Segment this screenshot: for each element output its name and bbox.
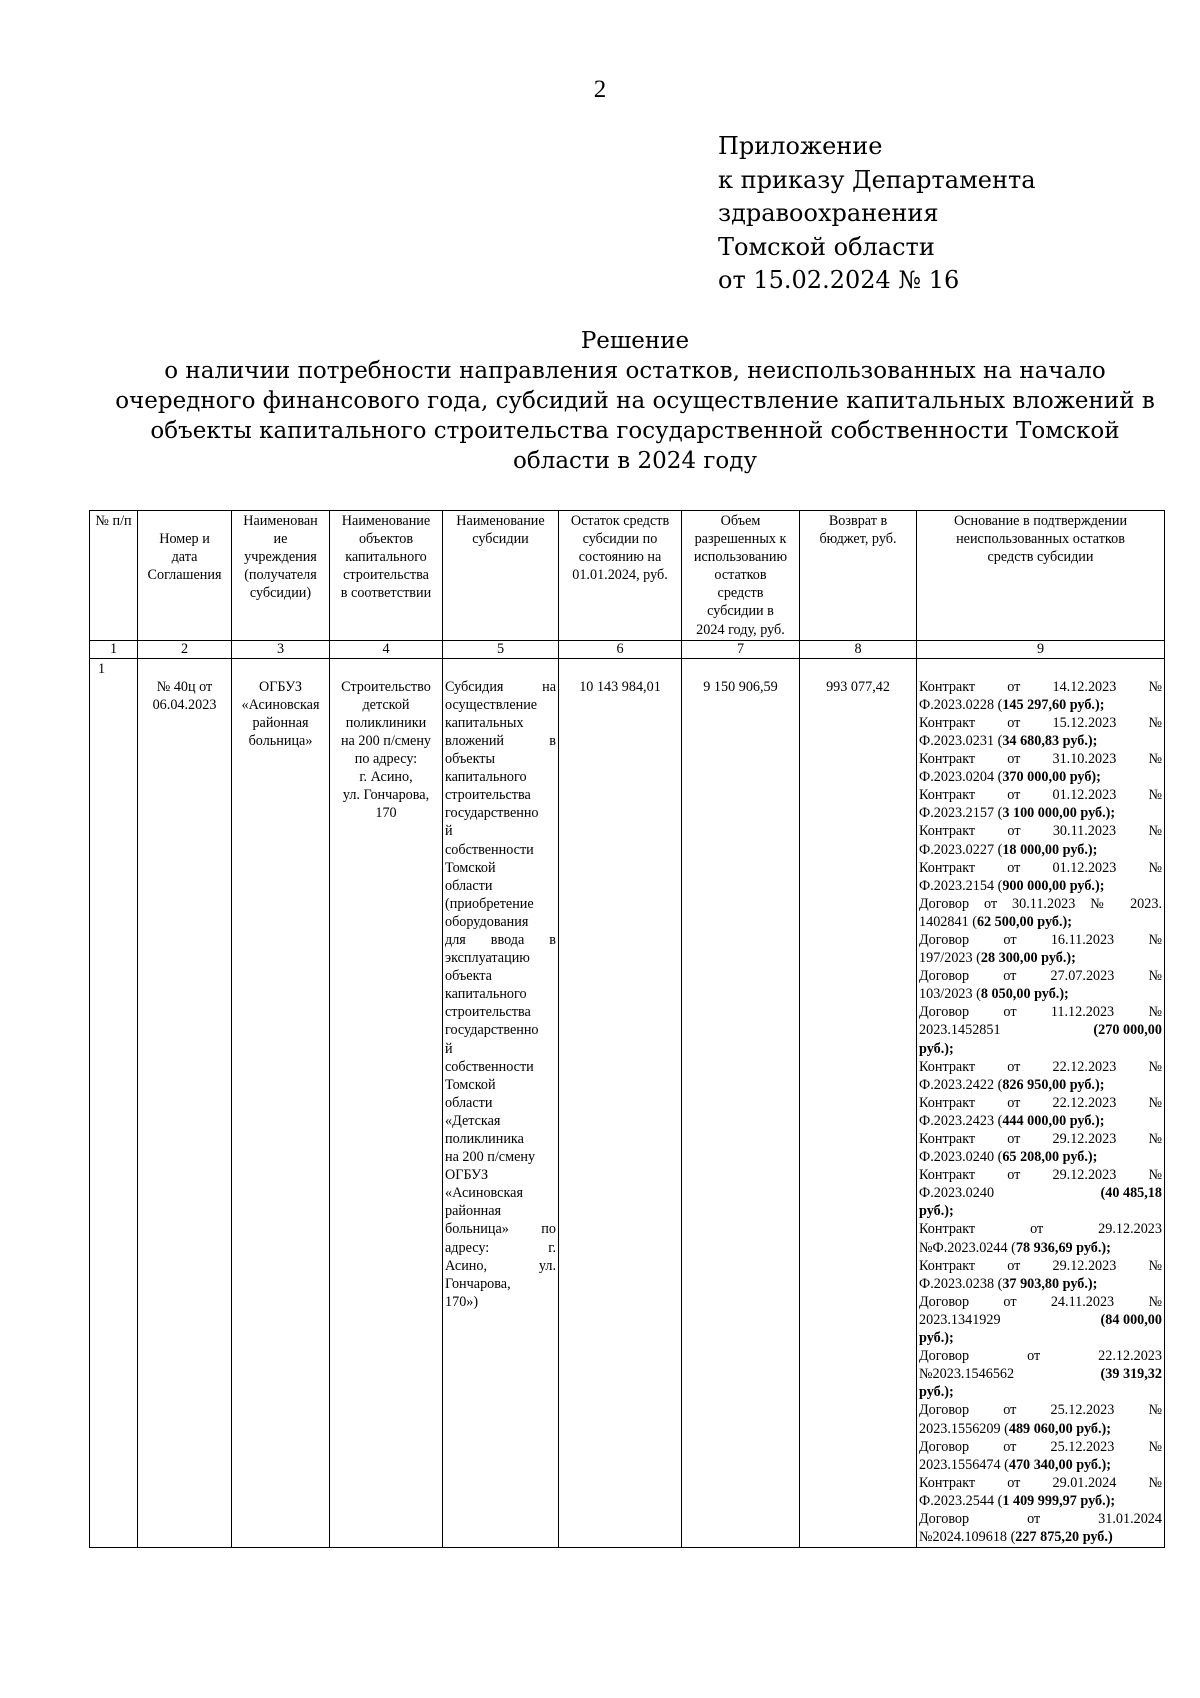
- basis-line: Контракт от 29.01.2024 №: [919, 1474, 1162, 1491]
- basis-line: [919, 1021, 1162, 1039]
- basis-ref: Ф.2023.0204 (: [919, 769, 1003, 786]
- subsidy-line: капитальных: [445, 714, 524, 731]
- basis-ref: 197/2023 (: [919, 950, 981, 967]
- header-cell-allowed: [682, 511, 800, 641]
- basis-line: Договор от 31.01.2024: [919, 1510, 1162, 1527]
- heading-line: очередного финансового года, субсидий на осуществление капитальных вложений в: [115, 388, 1155, 414]
- basis-amount: 8 050,00 руб.);: [980, 986, 1069, 1003]
- subsidy-line: Томской: [445, 1076, 496, 1093]
- basis-amount-tail: руб.);: [919, 1040, 954, 1057]
- cell-institution: [232, 658, 330, 1548]
- basis-line: [919, 1420, 1162, 1438]
- subsidy-line: собственности: [445, 841, 534, 858]
- basis-line: [919, 1112, 1162, 1130]
- institution-line: районная: [252, 714, 309, 731]
- basis-line: [919, 768, 1162, 786]
- subsidy-line: эксплуатацию: [445, 950, 530, 967]
- subsidy-line: вложений в: [445, 732, 556, 749]
- header-line: субсидии): [249, 585, 312, 602]
- basis-line: Договор от 24.11.2023 №: [919, 1293, 1162, 1310]
- cell-returned: [800, 658, 917, 1548]
- basis-line: Договор от 27.07.2023 №: [919, 968, 1162, 985]
- header-cell-institution: [232, 511, 330, 641]
- heading-line: о наличии потребности направления остатков, неиспользованных на начало: [164, 358, 1106, 384]
- subsidy-line: поликлиника: [445, 1131, 524, 1147]
- basis-ref: Ф.2023.2423 (: [919, 1112, 1003, 1129]
- basis-ref: №2024.109618 (: [919, 1529, 1016, 1546]
- header-line: неиспользованных остатков: [956, 531, 1125, 548]
- basis-line: [919, 913, 1162, 931]
- basis-line: Контракт от 22.12.2023 №: [919, 1094, 1162, 1111]
- object-line: 170: [375, 805, 397, 822]
- row-number: 1: [98, 660, 106, 677]
- column-number: 1: [90, 640, 138, 658]
- header-line: Номер и: [159, 531, 210, 547]
- institution-line: больница»: [248, 732, 313, 749]
- basis-ref: 2023.1452851: [919, 1022, 1001, 1039]
- basis-line: Контракт от 30.11.2023 №: [919, 823, 1162, 840]
- basis-line: [919, 1184, 1162, 1202]
- header-line: субсидии по: [582, 531, 658, 548]
- basis-line: [919, 841, 1162, 859]
- object-line: г. Асино,: [359, 769, 413, 786]
- basis-line: [919, 1202, 1162, 1220]
- cell-subsidy: [443, 658, 559, 1548]
- basis-line: Договор от 16.11.2023 №: [919, 931, 1162, 948]
- header-line: капитального: [345, 549, 427, 566]
- basis-line: [919, 732, 1162, 750]
- basis-line: Контракт от 15.12.2023 №: [919, 714, 1162, 731]
- subsidy-line: 170»): [445, 1293, 479, 1310]
- basis-line: Контракт от 29.12.2023: [919, 1221, 1162, 1238]
- header-line: строительства: [343, 567, 429, 584]
- header-line: субсидии в: [707, 603, 774, 620]
- basis-line: [919, 949, 1162, 967]
- object-line: поликлиники: [345, 714, 427, 731]
- header-cell-object: [330, 511, 443, 641]
- basis-amount: (84 000,00: [1100, 1311, 1162, 1328]
- basis-amount: 3 100 000,00 руб.);: [1002, 805, 1116, 822]
- header-line: средств субсидии: [987, 549, 1094, 566]
- heading-line: области в 2024 году: [513, 448, 757, 474]
- subsidy-line: (приобретение: [445, 895, 534, 912]
- basis-ref: Ф.2023.0228 (: [919, 696, 1003, 713]
- appendix-line: от 15.02.2024 № 16: [718, 266, 960, 294]
- subsidy-line: строительства: [445, 1004, 531, 1021]
- basis-amount: 470 340,00 руб.);: [1008, 1456, 1111, 1473]
- header-line: остатков: [714, 567, 767, 584]
- subsidy-table: [89, 510, 1165, 1548]
- basis-line: Контракт от 29.12.2023 №: [919, 1257, 1162, 1274]
- basis-amount: 370 000,00 руб);: [1002, 769, 1101, 786]
- basis-line: Контракт от 29.12.2023 №: [919, 1131, 1162, 1147]
- basis-line: [919, 1492, 1162, 1510]
- cell-allowed: [682, 658, 800, 1548]
- basis-amount: 145 297,60 руб.);: [1002, 696, 1105, 713]
- basis-amount: 37 903,80 руб.);: [1002, 1275, 1098, 1292]
- subsidy-line: районная: [445, 1203, 502, 1220]
- basis-line: [919, 1528, 1162, 1546]
- remainder-value: 10 143 984,01: [579, 678, 661, 695]
- basis-line: [919, 1148, 1162, 1166]
- subsidy-line: й: [445, 823, 453, 840]
- basis-ref: Ф.2023.0227 (: [919, 841, 1003, 858]
- header-cell-remainder: [559, 511, 682, 641]
- header-line: учреждения: [244, 549, 317, 566]
- basis-amount: 489 060,00 руб.);: [1008, 1420, 1111, 1437]
- basis-ref: Ф.2023.0240: [919, 1185, 995, 1202]
- table-row: [90, 658, 1165, 1548]
- basis-amount: 1 409 999,97 руб.);: [1002, 1492, 1116, 1509]
- institution-line: «Асиновская: [241, 696, 320, 713]
- header-line: № п/п: [95, 513, 132, 529]
- header-line: объектов: [358, 531, 414, 548]
- heading-title: Решение: [580, 328, 690, 354]
- subsidy-line: й: [445, 1040, 453, 1057]
- object-line: детской: [362, 696, 410, 713]
- basis-ref: 2023.1341929: [919, 1311, 1001, 1328]
- header-cell-agreement: [138, 511, 232, 641]
- object-line: по адресу:: [354, 751, 418, 768]
- subsidy-line: государственно: [445, 805, 539, 822]
- basis-ref: Ф.2023.2154 (: [919, 877, 1003, 894]
- basis-line: [919, 1383, 1162, 1401]
- subsidy-line: адресу: г.: [445, 1239, 556, 1256]
- basis-amount: 62 500,00 руб.);: [976, 913, 1072, 930]
- basis-amount: 444 000,00 руб.);: [1002, 1112, 1105, 1129]
- basis-line: [919, 1076, 1162, 1094]
- header-cell-basis: [917, 511, 1165, 641]
- subsidy-line: оборудования: [445, 913, 529, 930]
- subsidy-line: Субсидия на: [445, 678, 556, 695]
- basis-line: Контракт от 29.12.2023 №: [919, 1167, 1162, 1184]
- appendix-block: [718, 130, 1036, 298]
- basis-ref: Ф.2023.2544 (: [919, 1492, 1003, 1509]
- basis-amount: 227 875,20 руб.): [1015, 1529, 1113, 1546]
- subsidy-line: Асино, ул.: [445, 1257, 556, 1274]
- subsidy-line: для ввода в: [445, 931, 556, 948]
- basis-amount: 34 680,83 руб.);: [1002, 732, 1098, 749]
- header-cell-n: [90, 511, 138, 641]
- basis-ref: №2023.1546562: [919, 1366, 1015, 1383]
- basis-amount-tail: руб.);: [919, 1203, 954, 1220]
- document-heading: [90, 326, 1180, 476]
- cell-object: [330, 658, 443, 1548]
- heading-line: объекты капитального строительства государственной собственности Томской: [150, 418, 1120, 444]
- cell-remainder: [559, 658, 682, 1548]
- basis-amount-tail: руб.);: [919, 1384, 954, 1401]
- basis-line: [919, 1311, 1162, 1329]
- basis-amount: 18 000,00 руб.);: [1002, 841, 1098, 858]
- subsidy-line: Томской: [445, 859, 496, 876]
- basis-amount: (39 319,32: [1100, 1366, 1162, 1383]
- header-line: состоянию на: [578, 549, 662, 566]
- returned-value: 993 077,42: [826, 678, 890, 695]
- allowed-value: 9 150 906,59: [703, 678, 778, 695]
- header-cell-subsidy: [443, 511, 559, 641]
- header-line: Объем: [720, 513, 761, 529]
- header-line: Возврат в: [828, 513, 888, 529]
- basis-line: Договор от 25.12.2023 №: [919, 1402, 1162, 1419]
- basis-line: [919, 1329, 1162, 1347]
- header-cell-returned: [800, 511, 917, 641]
- subsidy-line: «Детская: [445, 1112, 501, 1129]
- subsidy-line: осуществление: [445, 696, 538, 713]
- basis-line: [919, 804, 1162, 822]
- basis-amount: (270 000,00: [1093, 1022, 1162, 1039]
- header-line: средств: [717, 585, 764, 602]
- basis-amount: 826 950,00 руб.);: [1002, 1076, 1105, 1093]
- object-line: ул. Гончарова,: [342, 787, 430, 804]
- column-number: 3: [232, 640, 330, 658]
- header-line: Соглашения: [147, 567, 222, 584]
- basis-ref: 103/2023 (: [919, 986, 981, 1003]
- header-line: использованию: [693, 549, 788, 566]
- basis-amount: (40 485,18: [1100, 1185, 1162, 1202]
- basis-line: Контракт от 14.12.2023 №: [919, 678, 1162, 695]
- basis-ref: 1402841 (: [919, 913, 977, 930]
- basis-ref: Ф.2023.0240 (: [919, 1149, 1003, 1166]
- basis-ref: Ф.2023.2422 (: [919, 1076, 1003, 1093]
- basis-line: Договор от 25.12.2023 №: [919, 1438, 1162, 1455]
- subsidy-line: объекты: [445, 751, 496, 768]
- cell-row-number: [90, 658, 138, 1548]
- basis-line: Контракт от 01.12.2023 №: [919, 859, 1162, 876]
- column-numbers-row: [90, 640, 1165, 658]
- basis-line: [919, 1040, 1162, 1058]
- subsidy-line: больница» по: [445, 1221, 556, 1238]
- basis-amount: 28 300,00 руб.);: [980, 950, 1076, 967]
- header-row: [90, 511, 1165, 641]
- basis-line: Договор от 30.11.2023 № 2023.: [919, 895, 1162, 912]
- appendix-line: здравоохранения: [718, 199, 939, 227]
- basis-line: Контракт от 31.10.2023 №: [919, 751, 1162, 768]
- basis-line: Договор от 11.12.2023 №: [919, 1004, 1162, 1021]
- column-number: 4: [330, 640, 443, 658]
- agreement-line: № 40ц от: [156, 678, 213, 695]
- subsidy-line: строительства: [445, 787, 531, 804]
- basis-ref: 2023.1556209 (: [919, 1420, 1009, 1437]
- basis-line: [919, 877, 1162, 895]
- basis-ref: 2023.1556474 (: [919, 1456, 1009, 1473]
- header-line: Остаток средств: [570, 513, 670, 529]
- header-line: ие: [273, 531, 288, 548]
- appendix-line: Томской области: [718, 232, 935, 261]
- basis-ref: Ф.2023.0238 (: [919, 1275, 1003, 1292]
- header-line: 2024 году, руб.: [696, 621, 785, 638]
- basis-ref: Ф.2023.0231 (: [919, 732, 1003, 749]
- basis-line: [919, 985, 1162, 1003]
- column-number: 5: [443, 640, 559, 658]
- subsidy-line: на 200 п/смену: [445, 1149, 536, 1166]
- header-line: (получателя: [244, 567, 317, 584]
- column-number: 7: [682, 640, 800, 658]
- subsidy-line: капитального: [445, 986, 527, 1003]
- institution-line: ОГБУЗ: [258, 678, 303, 695]
- subsidy-line: области: [445, 1094, 493, 1111]
- column-number: 8: [800, 640, 917, 658]
- cell-agreement: [138, 658, 232, 1548]
- header-line: субсидии: [472, 531, 529, 548]
- basis-line: [919, 1365, 1162, 1383]
- column-number: 2: [138, 640, 232, 658]
- subsidy-line: Гончарова,: [445, 1275, 511, 1292]
- header-line: Наименован: [243, 513, 318, 529]
- header-line: разрешенных к: [694, 531, 787, 548]
- appendix-line: Приложение: [718, 132, 883, 160]
- basis-amount: 78 936,69 руб.);: [1015, 1239, 1111, 1256]
- subsidy-line: ОГБУЗ: [445, 1167, 489, 1184]
- subsidy-line: собственности: [445, 1058, 534, 1075]
- header-line: Основание в подтверждении: [953, 513, 1128, 529]
- appendix-line: к приказу Департамента: [718, 165, 1036, 194]
- object-line: на 200 п/смену: [340, 732, 432, 749]
- basis-amount: 900 000,00 руб.);: [1002, 877, 1105, 894]
- page-number: 2: [593, 76, 607, 103]
- header-line: Наименование: [341, 513, 431, 529]
- basis-line: Договор от 22.12.2023: [919, 1348, 1162, 1365]
- header-line: бюджет, руб.: [819, 531, 897, 548]
- subsidy-line: «Асиновская: [445, 1185, 523, 1202]
- basis-amount-tail: руб.);: [919, 1330, 954, 1347]
- basis-ref: Ф.2023.2157 (: [919, 805, 1003, 822]
- basis-ref: №Ф.2023.0244 (: [919, 1239, 1016, 1256]
- basis-line: Контракт от 01.12.2023 №: [919, 787, 1162, 804]
- basis-amount: 65 208,00 руб.);: [1002, 1149, 1098, 1166]
- basis-line: [919, 696, 1162, 714]
- cell-basis: [917, 658, 1165, 1548]
- column-number: 6: [559, 640, 682, 658]
- basis-line: [919, 1239, 1162, 1257]
- header-line: дата: [171, 549, 198, 566]
- header-line: Наименование: [456, 513, 545, 529]
- subsidy-line: государственно: [445, 1022, 539, 1039]
- basis-line: [919, 1456, 1162, 1474]
- agreement-line: 06.04.2023: [152, 696, 217, 713]
- subsidy-line: капитального: [445, 769, 527, 786]
- header-line: в соответствии: [340, 585, 432, 602]
- object-line: Строительство: [341, 678, 431, 695]
- header-line: 01.01.2024, руб.: [572, 567, 668, 584]
- basis-line: [919, 1275, 1162, 1293]
- subsidy-line: области: [445, 877, 493, 894]
- subsidy-line: объекта: [445, 968, 492, 985]
- column-number: 9: [917, 640, 1165, 658]
- basis-line: Контракт от 22.12.2023 №: [919, 1058, 1162, 1075]
